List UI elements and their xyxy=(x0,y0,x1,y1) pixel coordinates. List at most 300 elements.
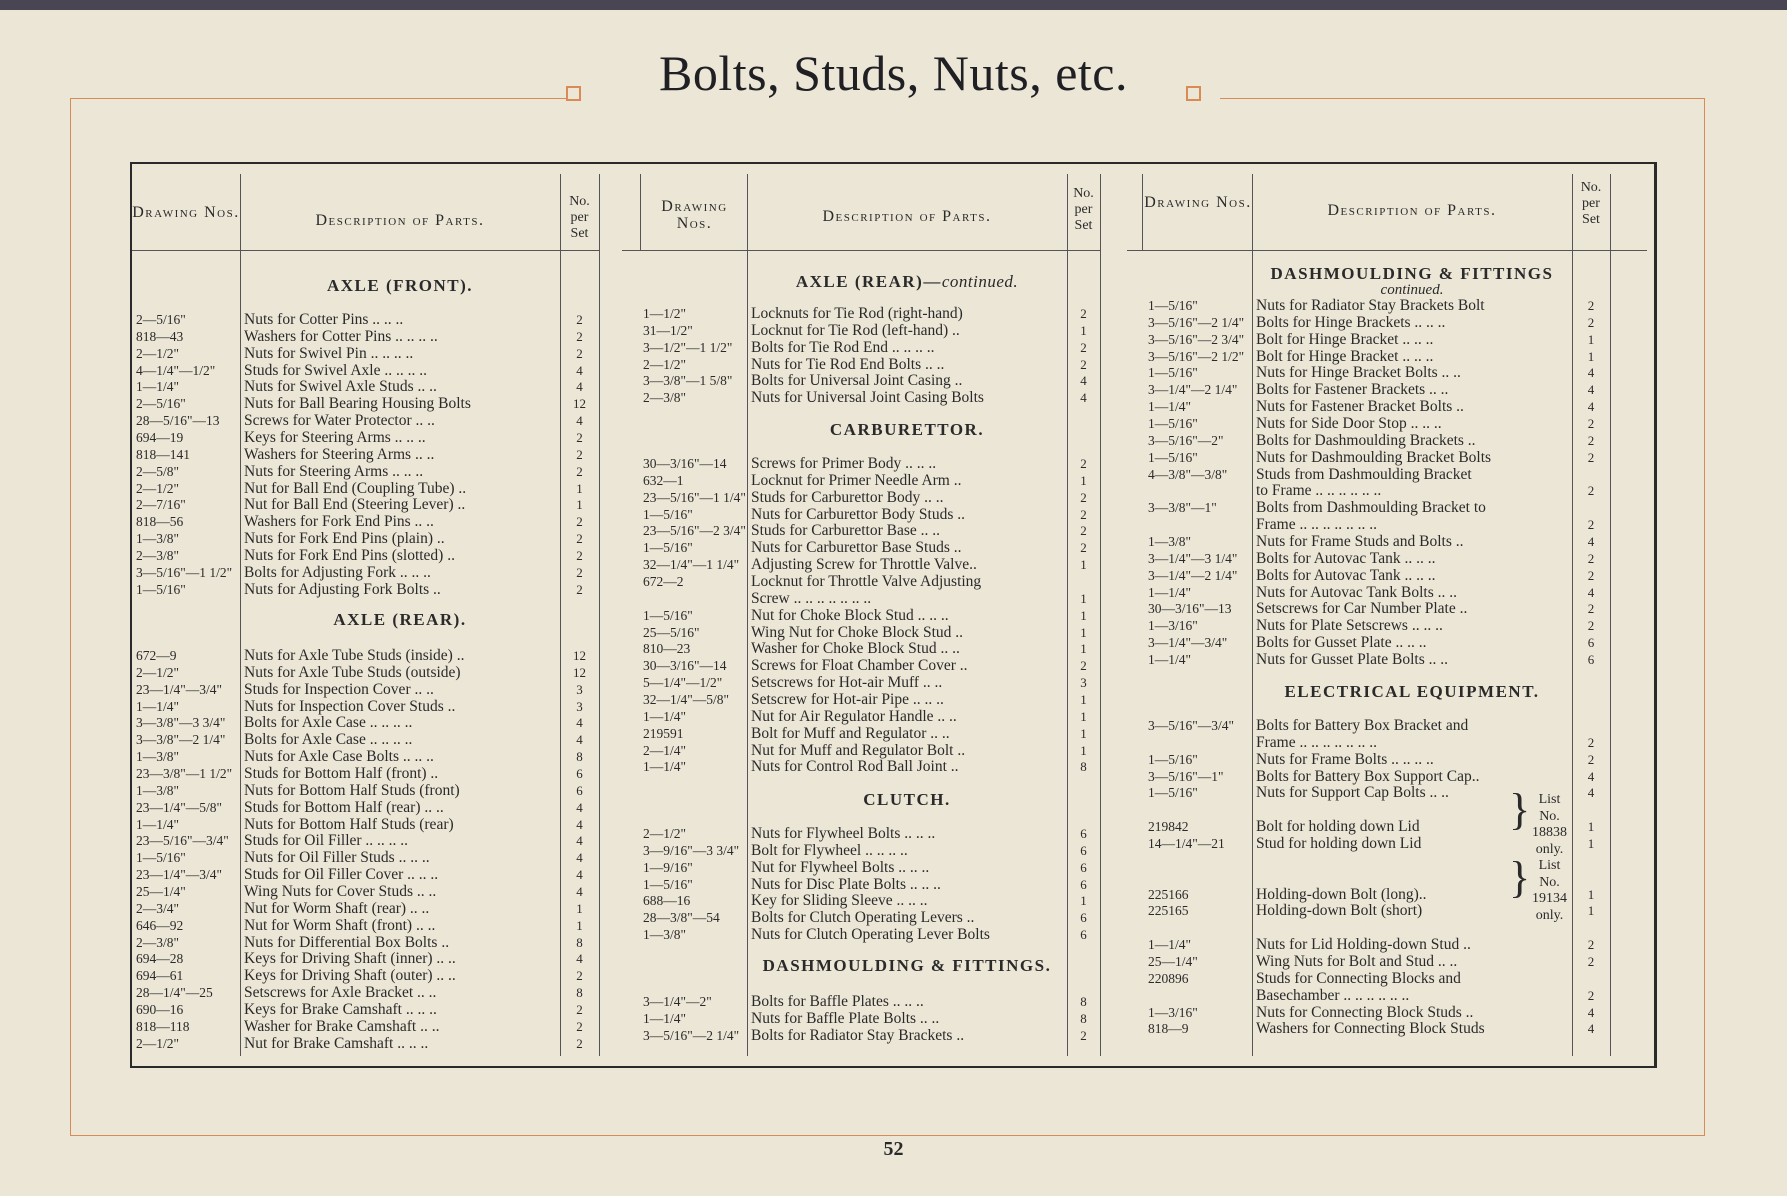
quantity-per-set: 1 xyxy=(1080,893,1087,909)
quantity-per-set: 4 xyxy=(1587,785,1595,801)
part-description: Bolts for Dashmoulding Brackets .. xyxy=(1256,432,1476,449)
drawing-number: 1—5/16" xyxy=(1148,449,1198,465)
part-description: Bolts for Tie Rod End .. .. .. .. xyxy=(751,339,935,356)
part-description: Studs for Oil Filler Cover .. .. .. xyxy=(244,867,439,884)
part-description: Nuts for Swivel Axle Studs .. .. xyxy=(244,379,437,396)
drawing-number: 3—5/16"—2 1/4" xyxy=(643,1027,740,1043)
drawing-number: 28—1/4"—25 xyxy=(136,985,213,1000)
part-description: Bolts from Dashmoulding Bracket to xyxy=(1256,500,1486,517)
part-description: Nuts for Fork End Pins (slotted) .. xyxy=(244,547,455,564)
drawing-number: 1—5/16" xyxy=(1148,365,1198,381)
part-description: Bolts for Fastener Brackets .. .. xyxy=(1256,382,1449,399)
drawing-number: 690—16 xyxy=(136,1001,184,1017)
drawing-number: 1—5/16" xyxy=(1148,416,1198,431)
quantity-per-set: 12 xyxy=(573,396,586,412)
drawing-number: 3—3/8"—1 5/8" xyxy=(643,373,733,389)
quantity-per-set: 1 xyxy=(1080,708,1087,724)
drawing-number: 3—5/16"—1" xyxy=(1148,768,1224,784)
quantity-per-set: 4 xyxy=(1587,399,1595,415)
quantity-per-set: 2 xyxy=(576,581,583,597)
part-description: Studs for Carburettor Body .. .. xyxy=(751,489,944,506)
quantity-per-set: 6 xyxy=(576,766,583,781)
quantity-per-set: 2 xyxy=(1080,306,1087,321)
drawing-number: 3—5/16"—3/4" xyxy=(1148,718,1235,733)
drawing-number: 28—5/16"—13 xyxy=(136,413,220,429)
quantity-per-set: 2 xyxy=(1080,658,1087,674)
drawing-number: 810—23 xyxy=(643,641,691,657)
drawing-number: 1—3/8" xyxy=(1148,533,1192,549)
drawing-number: 3—5/16"—2 3/4" xyxy=(1148,331,1245,347)
quantity-per-set: 2 xyxy=(576,1001,583,1017)
quantity-per-set: 1 xyxy=(1080,691,1087,707)
quantity-per-set: 1 xyxy=(1080,322,1087,338)
drawing-number: 3—1/4"—2 1/4" xyxy=(1148,567,1238,583)
quantity-per-set: 2 xyxy=(1587,734,1595,750)
drawing-number: 3—5/16"—2 1/4" xyxy=(1148,314,1245,330)
quantity-per-set: 4 xyxy=(1587,365,1595,381)
drawing-number: 3—1/4"—3 1/4" xyxy=(1148,550,1238,566)
quantity-per-set: 2 xyxy=(576,564,583,580)
list-note: 18838 xyxy=(1532,825,1567,840)
quantity-per-set: 2 xyxy=(1587,550,1595,566)
section-title-carburettor: CARBURETTOR. xyxy=(829,420,985,439)
drawing-number: 1—5/16" xyxy=(643,607,693,623)
part-description: Bolts for Adjusting Fork .. .. .. xyxy=(244,564,431,581)
drawing-number: 23—5/16"—2 3/4" xyxy=(643,523,746,539)
header-drawing-nos: Drawing Nos. xyxy=(661,198,728,232)
quantity-per-set: 2 xyxy=(1587,618,1595,634)
quantity-per-set: 1 xyxy=(1587,836,1595,851)
part-description: Washers for Fork End Pins .. .. xyxy=(244,514,434,531)
drawing-number: 1—1/4" xyxy=(1148,937,1192,953)
part-description: Studs for Carburettor Base .. .. xyxy=(751,523,940,540)
part-description: Locknut for Primer Needle Arm .. xyxy=(751,472,962,489)
drawing-number: 14—1/4"—21 xyxy=(1148,836,1225,851)
quantity-per-set: 1 xyxy=(1080,624,1087,640)
quantity-per-set: 2 xyxy=(1080,456,1087,471)
quantity-per-set: 6 xyxy=(1080,842,1087,858)
part-description: Nuts for Inspection Cover Studs .. xyxy=(244,698,456,715)
part-description: Bolts for Universal Joint Casing .. xyxy=(751,373,963,390)
part-description: Bolts for Axle Case .. .. .. .. xyxy=(244,715,413,732)
quantity-per-set: 2 xyxy=(576,514,583,530)
drawing-number: 25—5/16" xyxy=(643,624,700,640)
rule xyxy=(622,250,1100,251)
part-description: Bolts for Baffle Plates .. .. .. xyxy=(751,994,924,1010)
part-description: Nut for Choke Block Stud .. .. .. xyxy=(751,607,949,624)
quantity-per-set: 2 xyxy=(1080,339,1087,355)
drawing-number: 818—118 xyxy=(136,1018,190,1034)
part-description: Nuts for Universal Joint Casing Bolts xyxy=(751,390,984,407)
part-description: Nuts for Bottom Half Studs (front) xyxy=(244,782,460,799)
part-description: Nuts for Carburettor Base Studs .. xyxy=(751,540,962,557)
part-description: Bolt for Hinge Bracket .. .. .. xyxy=(1256,348,1434,365)
quantity-per-set: 4 xyxy=(576,362,583,378)
drawing-number: 4—3/8"—3/8" xyxy=(1148,466,1228,482)
quantity-per-set: 1 xyxy=(1080,557,1087,573)
part-description: Keys for Driving Shaft (outer) .. .. xyxy=(244,968,456,985)
drawing-number: 672—9 xyxy=(136,648,177,663)
part-description: Nuts for Tie Rod End Bolts .. .. xyxy=(751,356,945,373)
list-note: List xyxy=(1538,792,1561,807)
part-description: Nuts for Ball Bearing Housing Bolts xyxy=(244,396,471,413)
part-description: Nuts for Disc Plate Bolts .. .. .. xyxy=(751,876,941,893)
quantity-per-set: 2 xyxy=(1587,483,1595,499)
quantity-per-set: 4 xyxy=(576,732,583,748)
drawing-number: 1—5/16" xyxy=(136,581,186,597)
list-note: 19134 xyxy=(1532,891,1567,906)
quantity-per-set: 4 xyxy=(576,413,583,429)
quantity-per-set: 6 xyxy=(1587,635,1595,650)
header-per-set: No. per Set xyxy=(1580,180,1602,227)
quantity-per-set: 4 xyxy=(576,883,583,899)
quantity-per-set: 4 xyxy=(576,833,583,849)
quantity-per-set: 8 xyxy=(1080,994,1087,1009)
part-description: Nuts for Plate Setscrews .. .. .. xyxy=(1256,618,1443,635)
part-description: Screws for Float Chamber Cover .. xyxy=(751,658,968,675)
quantity-per-set: 6 xyxy=(1080,859,1087,875)
drawing-number: 1—3/8" xyxy=(136,782,180,798)
quantity-per-set: 2 xyxy=(1587,953,1595,969)
part-description: Bolts for Battery Box Support Cap.. xyxy=(1256,768,1480,785)
quantity-per-set: 1 xyxy=(576,497,583,513)
drawing-number: 694—28 xyxy=(136,951,184,967)
page-number: 52 xyxy=(883,1138,904,1160)
part-description: to Frame .. .. .. .. .. .. xyxy=(1256,483,1382,500)
quantity-per-set: 3 xyxy=(1080,675,1087,691)
drawing-number: 1—5/16" xyxy=(1148,785,1198,801)
part-description: Washers for Connecting Block Studs xyxy=(1256,1021,1485,1038)
drawing-number: 2—5/16" xyxy=(136,312,186,327)
part-description: Wing Nuts for Cover Studs .. .. xyxy=(244,883,437,900)
quantity-per-set: 2 xyxy=(1587,567,1595,583)
part-description: Nuts for Hinge Bracket Bolts .. .. xyxy=(1256,365,1461,382)
drawing-number: 23—3/8"—1 1/2" xyxy=(136,766,233,781)
header-per-set: No. per Set xyxy=(1073,186,1094,233)
drawing-number: 2—5/8" xyxy=(136,463,180,479)
part-description: Bolt for Muff and Regulator .. .. xyxy=(751,725,950,742)
drawing-number: 30—3/16"—14 xyxy=(643,456,727,471)
drawing-number: 1—1/4" xyxy=(136,816,180,832)
part-description: Nuts for Differential Box Bolts .. xyxy=(244,934,450,951)
quantity-per-set: 6 xyxy=(1587,651,1595,667)
part-description: Studs from Dashmoulding Bracket xyxy=(1256,466,1472,483)
part-description: Frame .. .. .. .. .. .. .. xyxy=(1256,517,1377,534)
part-description: Washers for Cotter Pins .. .. .. .. xyxy=(244,328,438,345)
part-description: Nuts for Swivel Pin .. .. .. .. xyxy=(244,345,414,362)
part-description: Studs for Bottom Half (rear) .. .. xyxy=(244,799,444,816)
quantity-per-set: 6 xyxy=(576,782,583,798)
quantity-per-set: 2 xyxy=(1587,987,1595,1003)
drawing-number: 23—1/4"—5/8" xyxy=(136,799,223,815)
part-description: Setscrews for Axle Bracket .. .. xyxy=(244,985,437,1001)
part-description: Screw .. .. .. .. .. .. .. xyxy=(751,590,872,607)
part-description: Holding-down Bolt (short) xyxy=(1256,903,1423,920)
part-description: Keys for Steering Arms .. .. .. xyxy=(244,430,426,446)
part-description: Nuts for Axle Case Bolts .. .. .. xyxy=(244,749,434,766)
quantity-per-set: 4 xyxy=(1080,390,1087,406)
drawing-number: 1—3/8" xyxy=(136,531,180,547)
quantity-per-set: 2 xyxy=(576,463,583,479)
quantity-per-set: 2 xyxy=(1587,432,1595,448)
drawing-number: 2—1/2" xyxy=(643,356,687,372)
quantity-per-set: 2 xyxy=(576,328,583,344)
quantity-per-set: 2 xyxy=(576,547,583,563)
list-note: only. xyxy=(1535,841,1564,857)
quantity-per-set: 4 xyxy=(1587,1021,1595,1037)
section-title-clutch: CLUTCH. xyxy=(863,790,951,809)
brace-mark: } xyxy=(1509,785,1531,834)
list-note: List xyxy=(1538,858,1561,873)
drawing-number: 688—16 xyxy=(643,893,691,909)
rule xyxy=(1252,174,1253,1056)
quantity-per-set: 6 xyxy=(1080,826,1087,841)
part-description: Nuts for Fork End Pins (plain) .. xyxy=(244,531,445,548)
part-description: Bolts for Gusset Plate .. .. .. xyxy=(1256,635,1427,651)
drawing-number: 1—5/16" xyxy=(643,876,693,892)
drawing-number: 1—5/16" xyxy=(643,540,693,556)
section-subtitle: continued. xyxy=(941,272,1019,291)
part-description: Nuts for Baffle Plate Bolts .. .. xyxy=(751,1010,940,1027)
part-description: Nuts for Flywheel Bolts .. .. .. xyxy=(751,826,936,842)
part-description: Nuts for Adjusting Fork Bolts .. xyxy=(244,581,441,598)
rule xyxy=(599,174,600,1056)
drawing-number: 2—1/2" xyxy=(136,345,180,361)
drawing-number: 4—1/4"—1/2" xyxy=(136,362,216,378)
part-description: Nut for Air Regulator Handle .. .. xyxy=(751,708,957,725)
drawing-number: 1—1/4" xyxy=(136,379,180,395)
drawing-number: 1—3/16" xyxy=(1148,618,1198,634)
drawing-number: 1—5/16" xyxy=(136,850,186,866)
part-description: Nuts for Oil Filler Studs .. .. .. xyxy=(244,850,430,867)
drawing-number: 2—1/2" xyxy=(643,826,687,841)
drawing-number: 1—3/8" xyxy=(643,927,687,943)
part-description: Studs for Oil Filler .. .. .. .. xyxy=(244,833,409,850)
part-description: Locknuts for Tie Rod (right-hand) xyxy=(751,306,963,322)
part-description: Nuts for Frame Bolts .. .. .. .. xyxy=(1256,751,1434,768)
quantity-per-set: 1 xyxy=(1080,607,1087,623)
drawing-number: 23—5/16"—3/4" xyxy=(136,833,229,849)
part-description: Nut for Ball End (Coupling Tube) .. xyxy=(244,480,467,497)
brace-mark: } xyxy=(1509,853,1531,902)
list-note: No. xyxy=(1539,874,1560,890)
part-description: Adjusting Screw for Throttle Valve.. xyxy=(751,557,977,574)
list-note: only. xyxy=(1535,907,1564,923)
quantity-per-set: 2 xyxy=(576,1018,583,1034)
drawing-number: 3—1/4"—3/4" xyxy=(1148,635,1228,650)
rule xyxy=(1100,174,1101,1056)
part-description: Screws for Primer Body .. .. .. xyxy=(751,456,937,472)
drawing-number: 3—1/4"—2 1/4" xyxy=(1148,382,1238,398)
part-description: Nuts for Autovac Tank Bolts .. .. xyxy=(1256,584,1457,601)
rule xyxy=(1142,174,1143,250)
drawing-number: 1—1/4" xyxy=(136,698,180,714)
drawing-number: 2—5/16" xyxy=(136,396,186,412)
drawing-number: 2—3/8" xyxy=(643,390,687,406)
part-description: Stud for holding down Lid xyxy=(1256,836,1422,852)
drawing-number: 1—1/4" xyxy=(1148,399,1192,415)
quantity-per-set: 2 xyxy=(576,345,583,361)
part-description: Bolts for Axle Case .. .. .. .. xyxy=(244,732,413,749)
quantity-per-set: 1 xyxy=(1587,819,1595,835)
part-description: Nuts for Support Cap Bolts .. .. xyxy=(1256,785,1449,802)
rule xyxy=(132,250,599,251)
drawing-number: 23—1/4"—3/4" xyxy=(136,681,223,697)
quantity-per-set: 6 xyxy=(1080,927,1087,943)
quantity-per-set: 2 xyxy=(1587,751,1595,767)
drawing-number: 2—3/4" xyxy=(136,900,180,916)
part-description: Nuts for Axle Tube Studs (outside) xyxy=(244,664,461,681)
quantity-per-set: 1 xyxy=(576,900,583,916)
part-description: Keys for Brake Camshaft .. .. .. xyxy=(244,1001,437,1018)
drawing-number: 1—1/4" xyxy=(643,708,687,724)
quantity-per-set: 1 xyxy=(1587,886,1595,902)
part-description: Studs for Swivel Axle .. .. .. .. xyxy=(244,362,427,379)
part-description: Nut for Ball End (Steering Lever) .. xyxy=(244,497,466,514)
drawing-number: 672—2 xyxy=(643,574,684,589)
quantity-per-set: 2 xyxy=(1080,540,1087,556)
drawing-number: 2—1/2" xyxy=(136,1035,180,1051)
quantity-per-set: 8 xyxy=(1080,1010,1087,1026)
quantity-per-set: 4 xyxy=(1587,382,1595,398)
quantity-per-set: 8 xyxy=(576,934,583,950)
part-description: Nuts for Fastener Bracket Bolts .. xyxy=(1256,399,1464,416)
quantity-per-set: 2 xyxy=(1080,1027,1087,1043)
quantity-per-set: 1 xyxy=(1080,472,1087,488)
drawing-number: 1—9/16" xyxy=(643,859,693,875)
section-title-electrical: ELECTRICAL EQUIPMENT. xyxy=(1284,682,1540,701)
part-description: Holding-down Bolt (long).. xyxy=(1256,886,1427,903)
part-description: Screws for Water Protector .. .. xyxy=(244,413,435,430)
drawing-number: 3—1/4"—2" xyxy=(643,994,712,1009)
drawing-number: 1—1/4" xyxy=(1148,584,1192,600)
list-note: No. xyxy=(1539,808,1560,824)
drawing-number: 818—43 xyxy=(136,328,184,344)
drawing-number: 2—3/8" xyxy=(136,934,180,950)
quantity-per-set: 12 xyxy=(573,664,586,680)
quantity-per-set: 4 xyxy=(576,816,583,832)
part-description: Nuts for Steering Arms .. .. .. xyxy=(244,463,424,480)
drawing-number: 220896 xyxy=(1148,970,1189,986)
quantity-per-set: 4 xyxy=(1587,1004,1595,1020)
drawing-number: 1—1/4" xyxy=(1148,651,1192,667)
drawing-number: 3—9/16"—3 3/4" xyxy=(643,842,740,858)
quantity-per-set: 4 xyxy=(576,951,583,967)
quantity-per-set: 4 xyxy=(1587,584,1595,600)
section-title-axle-rear: AXLE (REAR). xyxy=(333,610,467,629)
part-description: Frame .. .. .. .. .. .. .. xyxy=(1256,734,1377,751)
part-description: Bolts for Radiator Stay Brackets .. xyxy=(751,1027,965,1044)
drawing-number: 818—9 xyxy=(1148,1021,1189,1037)
part-description: Nuts for Connecting Block Studs .. xyxy=(1256,1004,1474,1021)
part-description: Nuts for Gusset Plate Bolts .. .. xyxy=(1256,651,1449,668)
drawing-number: 3—5/16"—2 1/2" xyxy=(1148,348,1245,364)
drawing-number: 1—1/4" xyxy=(643,1010,687,1026)
quantity-per-set: 2 xyxy=(1587,601,1595,617)
drawing-number: 28—3/8"—54 xyxy=(643,910,720,926)
quantity-per-set: 4 xyxy=(576,850,583,866)
drawing-number: 31—1/2" xyxy=(643,322,693,338)
drawing-number: 32—1/4"—5/8" xyxy=(643,691,730,707)
quantity-per-set: 6 xyxy=(1080,876,1087,892)
quantity-per-set: 1 xyxy=(1587,331,1595,347)
drawing-number: 1—5/16" xyxy=(1148,751,1198,767)
quantity-per-set: 2 xyxy=(1587,314,1595,330)
quantity-per-set: 2 xyxy=(576,968,583,984)
part-description: Nut for Muff and Regulator Bolt .. xyxy=(751,742,966,759)
drawing-number: 23—5/16"—1 1/4" xyxy=(643,489,746,505)
part-description: Washer for Brake Camshaft .. .. xyxy=(244,1018,440,1035)
drawing-number: 2—1/2" xyxy=(136,480,180,496)
quantity-per-set: 4 xyxy=(576,715,583,731)
quantity-per-set: 2 xyxy=(1587,298,1595,313)
quantity-per-set: 2 xyxy=(1587,449,1595,465)
part-description: Washers for Steering Arms .. .. xyxy=(244,446,435,463)
section-title-dashmoulding-continued: DASHMOULDING & FITTINGS xyxy=(1270,264,1554,283)
drawing-number: 2—1/4" xyxy=(643,742,687,758)
part-description: Setscrews for Car Number Plate .. xyxy=(1256,601,1468,618)
part-description: Nuts for Dashmoulding Bracket Bolts xyxy=(1256,449,1492,466)
part-description: Studs for Inspection Cover .. .. xyxy=(244,681,434,698)
drawing-number: 3—3/8"—1" xyxy=(1148,500,1217,516)
part-description: Bolts for Clutch Operating Levers .. xyxy=(751,910,975,927)
drawing-number: 1—3/8" xyxy=(136,749,180,765)
part-description: Wing Nuts for Bolt and Stud .. .. xyxy=(1256,953,1458,970)
drawing-number: 818—141 xyxy=(136,446,190,462)
quantity-per-set: 4 xyxy=(1587,768,1595,784)
drawing-number: 30—3/16"—14 xyxy=(643,658,727,674)
drawing-number: 30—3/16"—13 xyxy=(1148,601,1232,617)
part-description: Bolts for Battery Box Bracket and xyxy=(1256,718,1469,734)
part-description: Nuts for Carburettor Body Studs .. xyxy=(751,506,965,523)
page-title: Bolts, Studs, Nuts, etc. xyxy=(659,45,1128,101)
part-description: Nuts for Frame Studs and Bolts .. xyxy=(1256,533,1464,550)
part-description: Nuts for Radiator Stay Brackets Bolt xyxy=(1256,298,1485,314)
quantity-per-set: 2 xyxy=(1587,937,1595,953)
drawing-number: 2—3/8" xyxy=(136,547,180,563)
header-description: Description of Parts. xyxy=(315,212,485,229)
quantity-per-set: 2 xyxy=(576,446,583,462)
header-drawing-nos: Drawing Nos. xyxy=(1144,194,1252,211)
quantity-per-set: 8 xyxy=(1080,759,1087,775)
part-description: Key for Sliding Sleeve .. .. .. xyxy=(751,893,928,910)
drawing-number: 5—1/4"—1/2" xyxy=(643,675,723,691)
drawing-number: 3—5/16"—2" xyxy=(1148,432,1224,448)
section-title-axle-front: AXLE (FRONT). xyxy=(326,276,474,295)
header-drawing-nos: Drawing Nos. xyxy=(132,204,240,221)
quantity-per-set: 1 xyxy=(1080,590,1087,606)
quantity-per-set: 12 xyxy=(573,648,586,663)
part-description: Locknut for Throttle Valve Adjusting xyxy=(751,574,982,590)
part-description: Basechamber .. .. .. .. .. .. xyxy=(1256,987,1410,1004)
part-description: Nuts for Cotter Pins .. .. .. xyxy=(244,312,404,328)
quantity-per-set: 2 xyxy=(1587,517,1595,533)
drawing-number: 3—3/8"—2 1/4" xyxy=(136,732,226,748)
quantity-per-set: 1 xyxy=(1080,725,1087,741)
rule xyxy=(1127,250,1647,251)
drawing-number: 1—3/16" xyxy=(1148,1004,1198,1020)
quantity-per-set: 2 xyxy=(576,430,583,445)
quantity-per-set: 6 xyxy=(1080,910,1087,926)
quantity-per-set: 1 xyxy=(1587,348,1595,364)
quantity-per-set: 2 xyxy=(576,1035,583,1051)
drawing-number: 3—3/8"—3 3/4" xyxy=(136,715,226,731)
quantity-per-set: 3 xyxy=(576,681,583,697)
part-description: Nut for Worm Shaft (rear) .. .. xyxy=(244,900,430,917)
part-description: Nuts for Control Rod Ball Joint .. xyxy=(751,759,959,776)
top-edge-band xyxy=(0,0,1787,10)
quantity-per-set: 4 xyxy=(576,867,583,883)
